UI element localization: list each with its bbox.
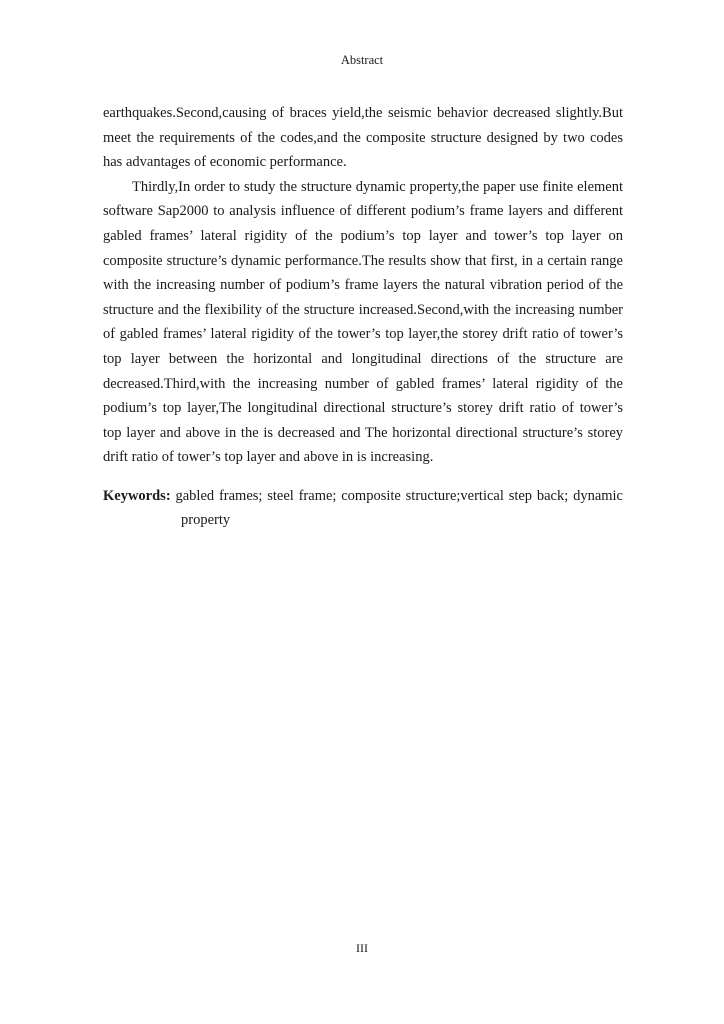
abstract-body — [103, 101, 623, 470]
running-header-title: Abstract — [340, 53, 384, 67]
keywords-label: Keywords: — [103, 488, 171, 504]
page-number: III — [356, 941, 368, 955]
paragraph-thirdly: Thirdly,In order to study the structure dynamic property,the paper use finite element software Sap2000 to analysis influence of different podium’s frame layers and different gabled frames’ lateral rigidity of the podium’s top layer and tower’s top layer on composite structure’s dynamic performance.The results show that first, in a certain range with the increasing number of podium’s frame layers the natural vibration period of the structure and the flexibility of the structure increased.Second,with the increasing number of gabled frames’ lateral rigidity of the tower’s top layer,the storey drift ratio of tower’s top layer between the horizontal and longitudinal directions of the structure are decreased.Third,with the increasing number of gabled frames’ lateral rigidity of the podium’s top layer,The longitudinal directional structure’s storey drift ratio of tower’s top layer and above in the is decreased and The horizontal directional structure’s storey drift ratio of tower’s top layer and above in is increasing. — [103, 178, 623, 466]
keywords-text: gabled frames; steel frame; composite structure;vertical step back; dynamic property — [175, 488, 623, 528]
keywords-block — [103, 484, 623, 532]
paragraph-continued: earthquakes.Second,causing of braces yield,the seismic behavior decreased slightly.But meet the requirements of the codes,and the composite structure designed by two codes has advantages of economic performance. — [103, 105, 623, 171]
